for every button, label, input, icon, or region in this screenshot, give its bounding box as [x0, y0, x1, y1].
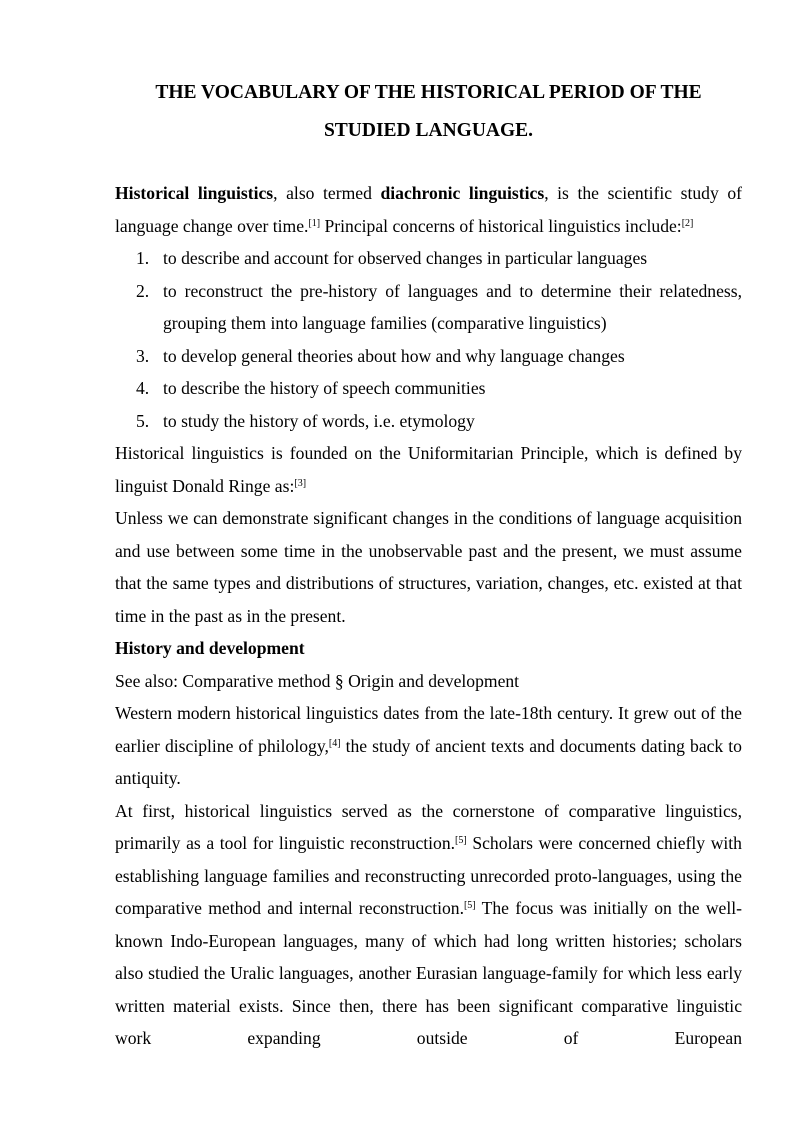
intro-paragraph: Historical linguistics, also termed diachronic linguistics, is the scientific study of language change over time.[1] Principal concerns of historical linguistics include:[2] — [115, 183, 742, 236]
title-line-2: STUDIED LANGUAGE. — [323, 120, 534, 141]
section-heading: History and development — [115, 638, 305, 658]
footnote-ref[interactable]: [5] — [463, 900, 476, 911]
footnote-ref[interactable]: [1] — [308, 217, 321, 229]
footnote-ref[interactable]: [3] — [294, 477, 307, 489]
first-paragraph: At first, historical linguistics served as the cornerstone of comparative linguistics, primarily as a tool for linguistic reconstruction.[5] Scholars were concerned chiefly with establishing language families and reconstructing unrecorded proto-languages, using the comparative method and internal reconstruction.[5] The focus was initially on the well-known Indo-European languages, many of which had long written histories; scholars also studied the Uralic languages, another Eurasian language-family for which less early written material exists. Since then, there has been significant comparative linguistic work expanding outside of European — [115, 800, 742, 1048]
footnote-ref[interactable]: [4] — [328, 737, 341, 749]
uniformitarian-paragraph: Historical linguistics is founded on the Uniformitarian Principle, which is defined by linguist Donald Ringe as:[3] — [115, 443, 742, 496]
document-title — [115, 74, 742, 150]
list-item: 3. to develop general theories about how and why language changes — [136, 345, 625, 366]
footnote-ref[interactable]: [5] — [455, 835, 467, 846]
term-diachronic-linguistics: diachronic linguistics — [380, 183, 545, 203]
list-item: 5. to study the history of words, i.e. etymology — [136, 410, 475, 431]
list-item: 4. to describe the history of speech communities — [136, 378, 486, 398]
ringe-quote: Unless we can demonstrate significant changes in the conditions of language acquisition and use between some time in the unobservable past and the present, we must assume that the same types and distributions of structures, variation, changes, etc. existed at that time in the past as in the present. — [115, 508, 742, 626]
term-historical-linguistics: Historical linguistics — [115, 183, 274, 203]
see-also-link[interactable]: See also: Comparative method § Origin and development — [115, 670, 520, 691]
list-item: 1. to describe and account for observed changes in particular languages — [136, 248, 648, 268]
document-body — [115, 177, 742, 1055]
title-line-1: THE VOCABULARY OF THE HISTORICAL PERIOD OF THE — [155, 82, 702, 103]
list-item: 2. to reconstruct the pre-history of languages and to determine their relatedness, grouping them into language families (comparative linguistics) — [136, 280, 742, 333]
western-paragraph: Western modern historical linguistics dates from the late-18th century. It grew out of the earlier discipline of philology,[4] the study of ancient texts and documents dating back to antiquity. — [115, 703, 742, 788]
concerns-list — [115, 242, 742, 437]
footnote-ref[interactable]: [2] — [681, 217, 694, 229]
